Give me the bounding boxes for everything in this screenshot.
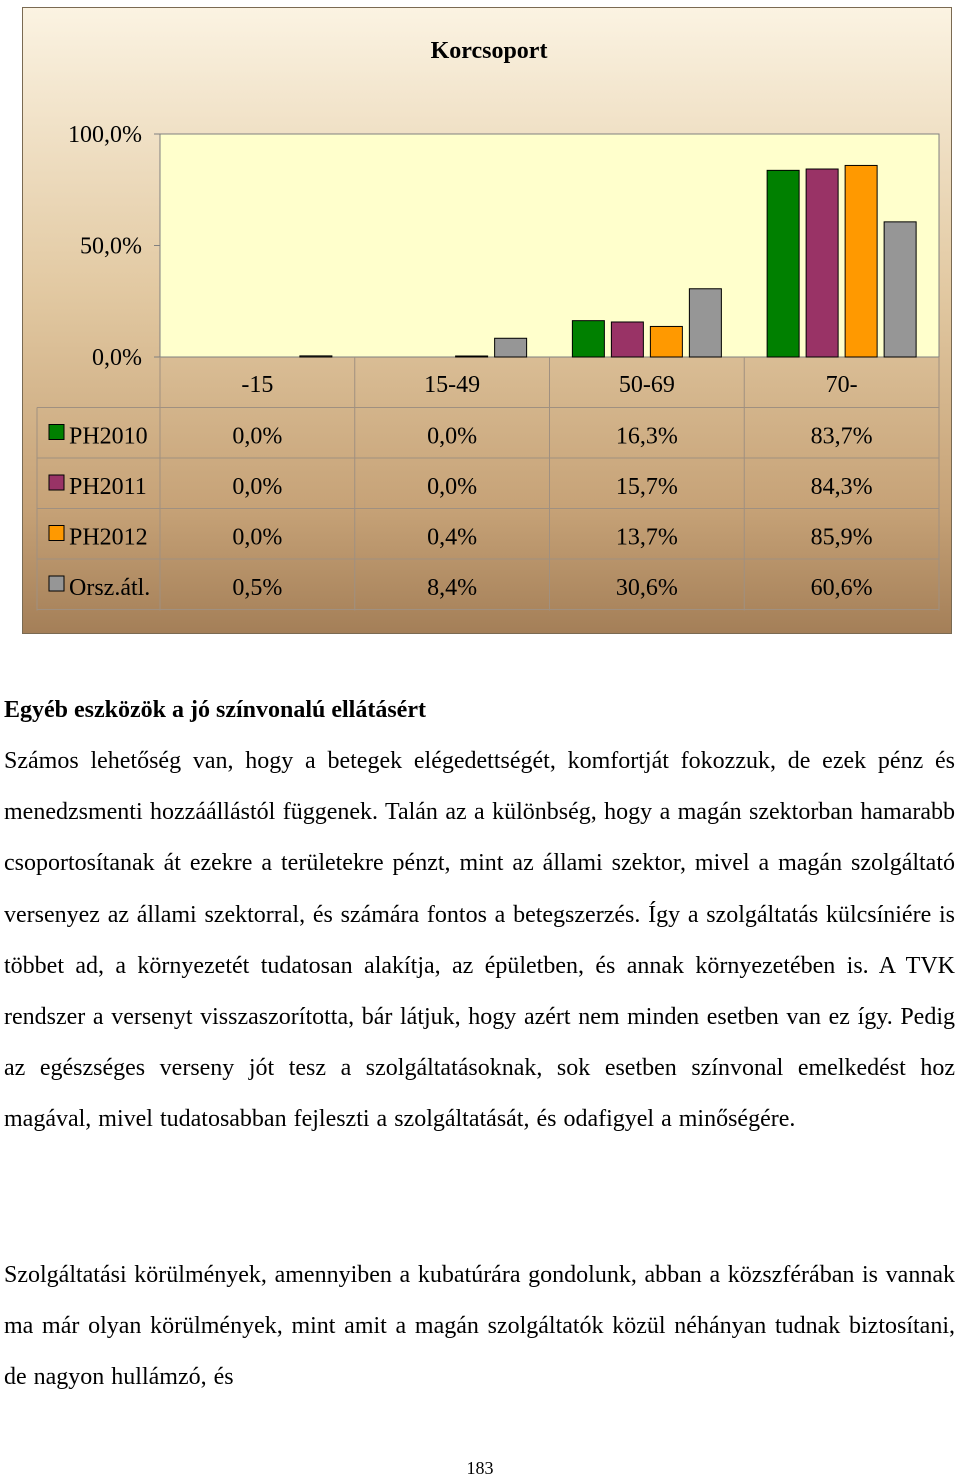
data-table-cell: 0,0% — [232, 474, 282, 500]
data-table-cell: 83,7% — [811, 424, 873, 450]
bar-ph2012-3 — [650, 326, 682, 357]
bar-ph2010-3 — [572, 321, 604, 357]
data-table-cell: 60,6% — [811, 575, 873, 601]
legend-series-name: PH2012 — [69, 525, 148, 551]
x-category-label: 50-69 — [619, 372, 675, 398]
bar-ph2010-4 — [767, 170, 799, 357]
data-table-cell: 0,0% — [427, 424, 477, 450]
legend-swatch — [49, 576, 64, 591]
bar-ph2011-4 — [806, 169, 838, 357]
data-table-cell: 13,7% — [616, 525, 678, 551]
page-number: 183 — [0, 1458, 960, 1479]
legend-swatch — [49, 425, 64, 440]
bar-orsztl-4 — [884, 222, 916, 357]
bar-orsztl-2 — [495, 338, 527, 357]
bar-chart — [23, 8, 953, 635]
bar-ph2012-2 — [456, 356, 488, 357]
data-table-cell: 30,6% — [616, 575, 678, 601]
data-table-cell: 0,0% — [232, 424, 282, 450]
paragraph-2: Szolgáltatási körülmények, amennyiben a kubatúrára gondolunk, abban a közszférában is vannak ma már olyan körülmények, mint amit a magán szolgáltatók közül néhányan tudnak biztosítani, de nagyon hullámzó, és — [4, 1250, 955, 1404]
chart-title: Korcsoport — [431, 38, 548, 64]
legend-series-name: PH2011 — [69, 474, 147, 500]
data-table-cell: 15,7% — [616, 474, 678, 500]
bar-orsztl-3 — [689, 289, 721, 357]
legend-swatch — [49, 526, 64, 541]
data-table-cell: 8,4% — [427, 575, 477, 601]
legend-series-name: PH2010 — [69, 424, 148, 450]
bar-orsztl-1 — [300, 356, 332, 357]
data-table-cell: 0,4% — [427, 525, 477, 551]
chart-container — [22, 7, 952, 634]
bar-ph2011-3 — [611, 322, 643, 357]
y-tick-label: 50,0% — [80, 234, 142, 260]
section-heading: Egyéb eszközök a jó színvonalú ellátásért — [4, 697, 426, 724]
y-tick-label: 100,0% — [68, 122, 142, 148]
data-table-cell: 0,0% — [427, 474, 477, 500]
legend-series-name: Orsz.átl. — [69, 575, 150, 601]
paragraph-1: Számos lehetőség van, hogy a betegek elégedettségét, komfortját fokozzuk, de ezek pénz és menedzsmenti hozzáállástól függenek. Talán az a különbség, hogy a magán szektorban hamarabb csoportosítanak át ezekre a területekre pénzt, mint az állami szektor, mivel a magán szolgáltató versenyez az állami szektorral, és számára fontos a betegszerzés. Így a szolgáltatás külcsíniére is többet ad, a környezetét tudatosan alakítja, az épületben, és annak környezetében is. A TVK rendszer a versenyt visszaszorította, bár látjuk, hogy azért nem minden esetben van ez így. Pedig az egészséges verseny jót tesz a szolgáltatásoknak, sok esetben színvonal emelkedést hoz magával, mivel tudatosabban fejleszti a szolgáltatását, és odafigyel a minőségére. — [4, 736, 955, 1146]
data-table-cell: 0,5% — [232, 575, 282, 601]
x-category-label: -15 — [241, 372, 273, 398]
data-table-cell: 0,0% — [232, 525, 282, 551]
legend-swatch — [49, 475, 64, 490]
data-table-cell: 84,3% — [811, 474, 873, 500]
data-table-cell: 16,3% — [616, 424, 678, 450]
x-category-label: 15-49 — [424, 372, 480, 398]
y-tick-label: 0,0% — [92, 345, 142, 371]
data-table-cell: 85,9% — [811, 525, 873, 551]
x-category-label: 70- — [826, 372, 858, 398]
bar-ph2012-4 — [845, 165, 877, 357]
